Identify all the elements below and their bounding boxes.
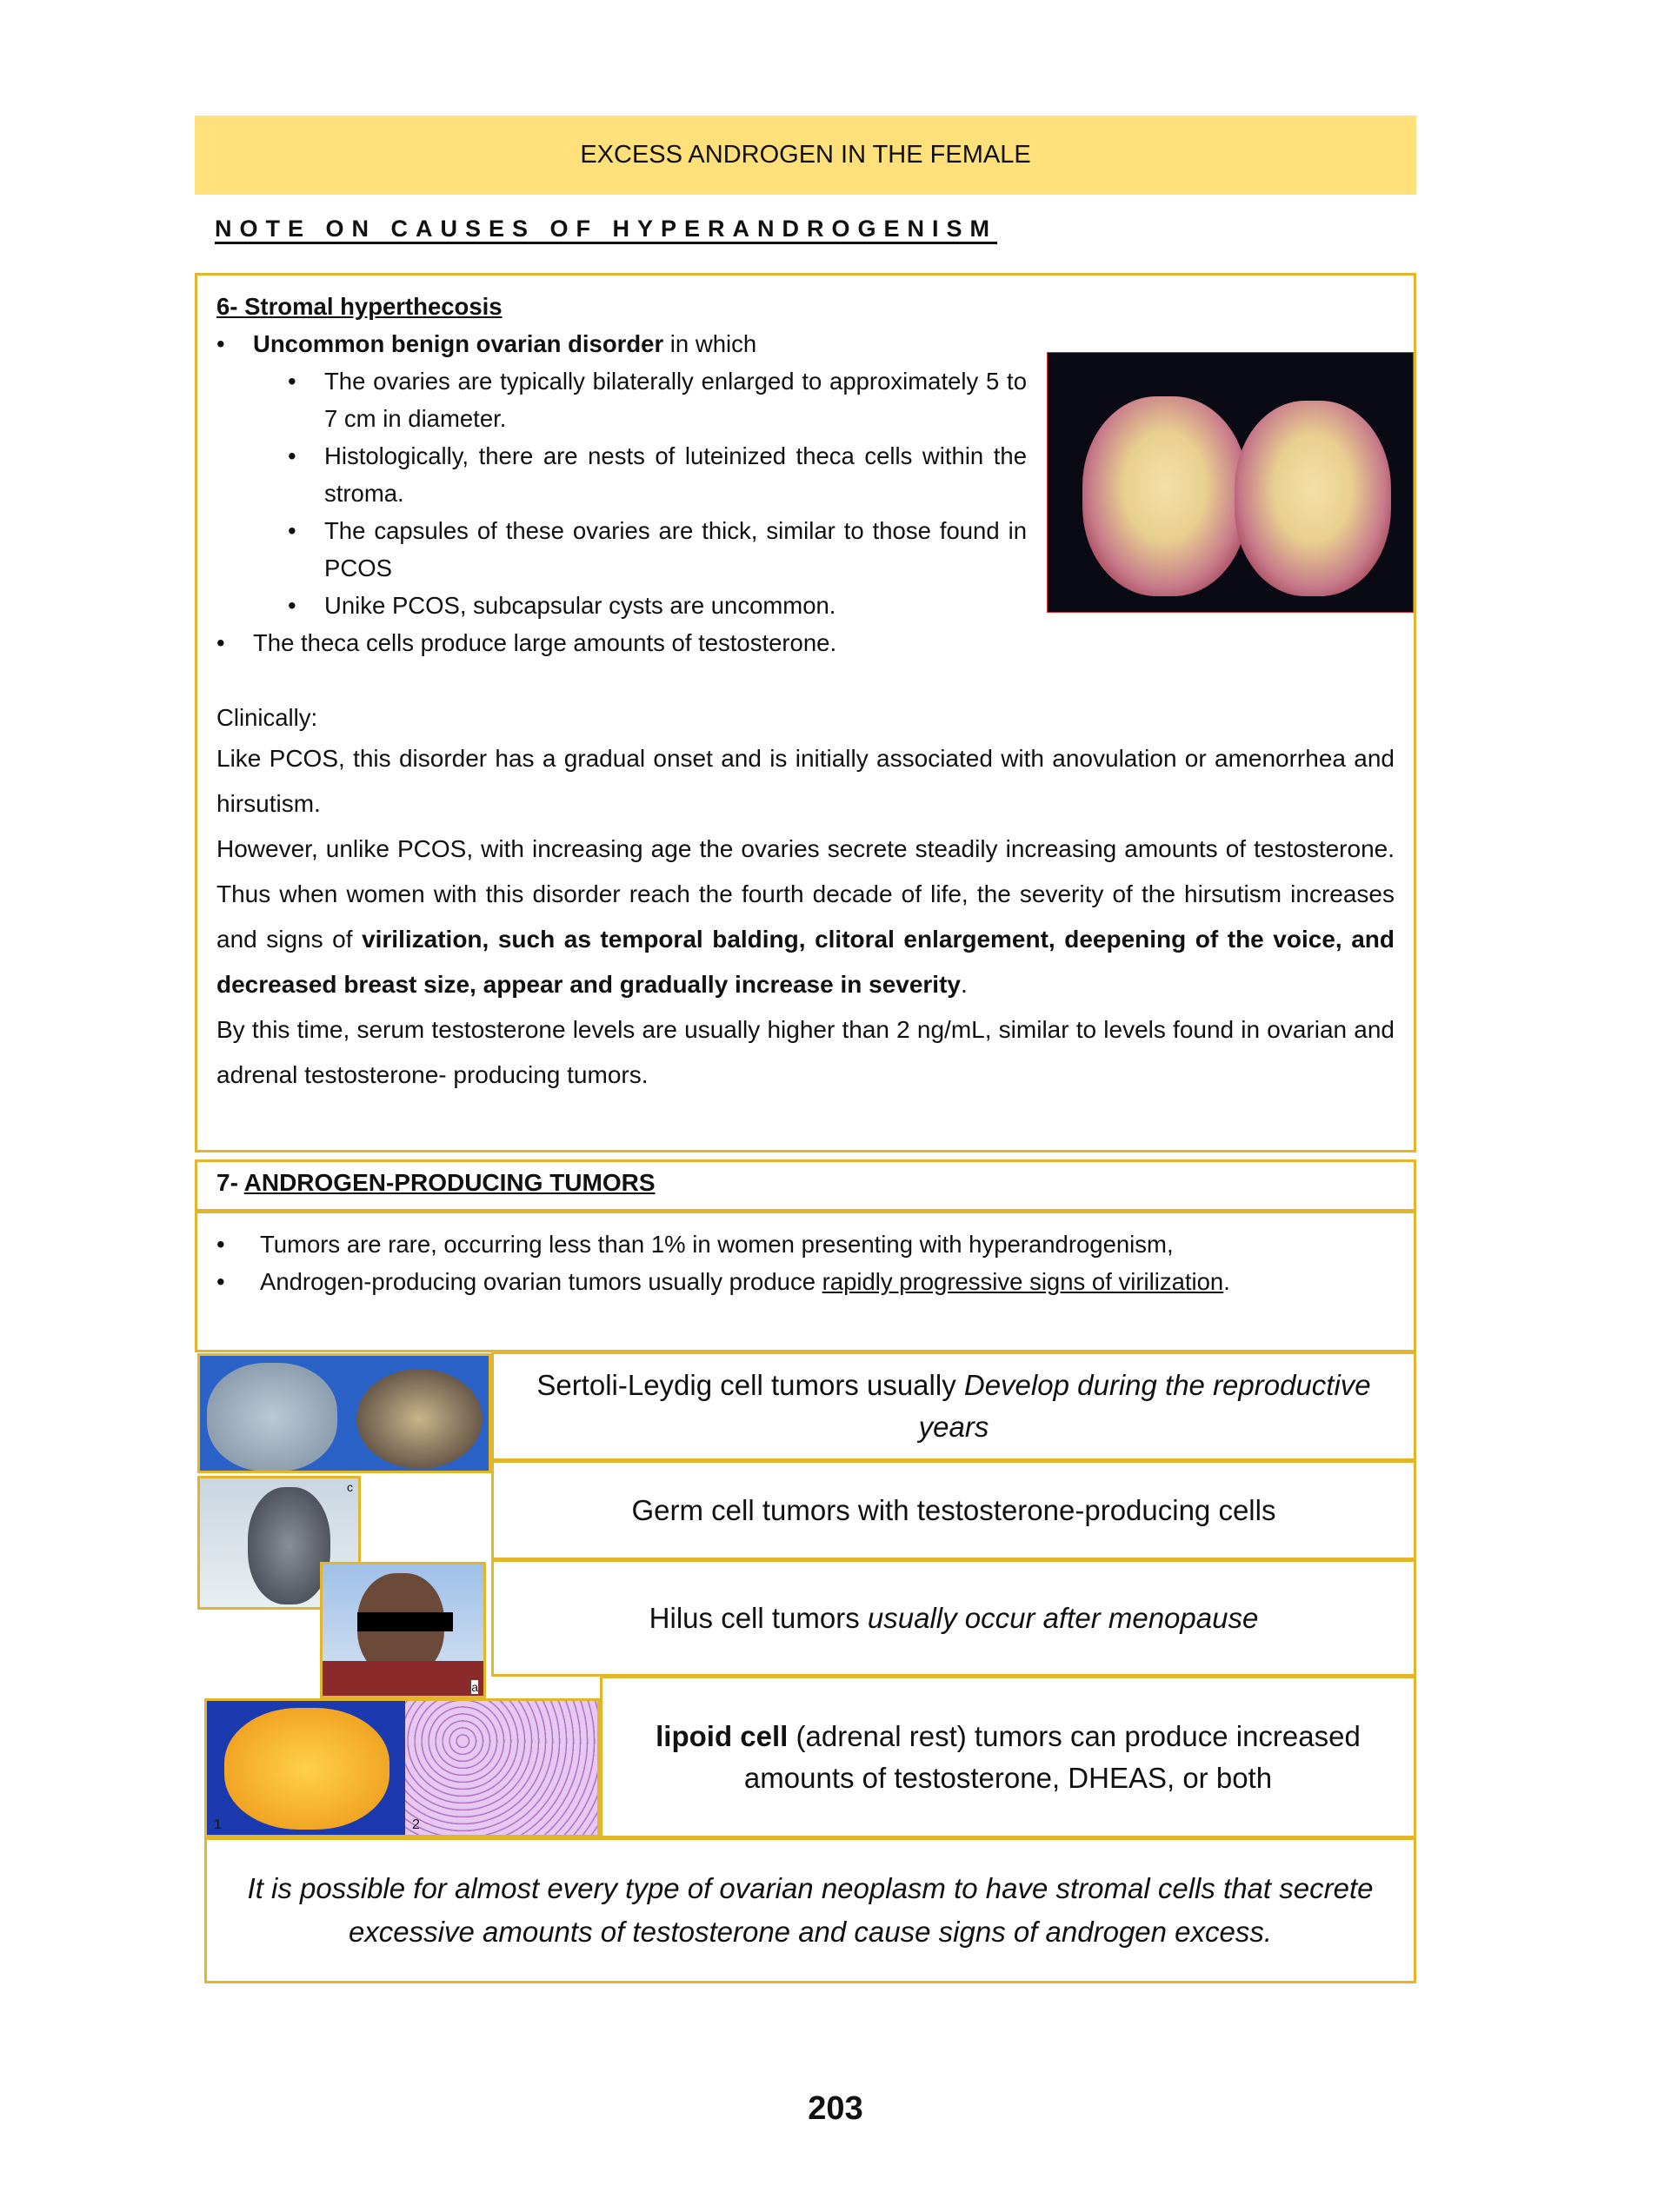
list-item: • The theca cells produce large amounts of testosterone. [216,624,1395,661]
sub-list-item: • Histologically, there are nests of luteinized theca cells within the stroma. [288,437,1027,512]
image-label: 2 [412,1817,420,1832]
tumor-row-lipoid-cell [600,1676,1416,1838]
text: Sertoli-Leydig cell tumors usually [536,1369,964,1401]
section-title: 6- Stromal hyperthecosis [216,293,503,320]
bold-text: lipoid cell [656,1719,789,1752]
image-label: 1 [214,1817,222,1832]
section-tumors-header [195,1159,1416,1212]
section-title: ANDROGEN-PRODUCING TUMORS [243,1169,656,1196]
text: Androgen-producing ovarian tumors usually produce [260,1268,822,1295]
text: (adrenal rest) tumors can produce increased amounts of testosterone, DHEAS, or both [743,1719,1361,1794]
sub-list-item: • The ovaries are typically bilaterally enlarged to approximately 5 to 7 cm in diameter. [288,362,1027,437]
paragraph [216,827,1395,1007]
image-label: a [471,1680,478,1694]
hilus-cell-patient-image [320,1562,486,1698]
bold-text: Uncommon benign ovarian disorder [253,330,664,357]
underlined-text: rapidly progressive signs of virilization [822,1268,1224,1295]
note-heading: NOTE ON CAUSES OF HYPERANDROGENISM [215,216,998,242]
tumors-bullets [195,1211,1416,1352]
section-number: 7- [216,1169,244,1196]
sub-list-item: • The capsules of these ovaries are thick, similar to those found in PCOS [288,512,1027,587]
sub-list-item: • Unike PCOS, subcapsular cysts are uncommon. [288,587,1027,624]
tumor-row-sertoli-leydig [491,1352,1416,1461]
text: in which [663,330,757,357]
text: Hilus cell tumors [649,1601,868,1634]
text: . [960,971,968,998]
page-number: 203 [808,2090,863,2127]
text: Germ cell tumors with testosterone-producing cells [631,1493,1276,1526]
list-item [216,1263,1395,1300]
image-label: c [347,1480,353,1494]
italic-text: Develop during the reproductive years [918,1369,1371,1443]
italic-text: usually occur after menopause [867,1601,1259,1634]
ovary-specimen-image [1047,352,1414,613]
paragraph: Like PCOS, this disorder has a gradual onset and is initially associated with anovulation or amenorrhea and hirsutism. [216,745,1395,817]
text: . [1223,1268,1230,1295]
lipoid-cell-tumor-images [204,1698,600,1837]
summary-note: It is possible for almost every type of ovarian neoplasm to have stromal cells that secrete excessive amounts of testosterone and cause signs of androgen excess. [204,1837,1416,1983]
bold-text: virilization, such as temporal balding, clitoral enlargement, deepening of the voice, and decreased breast size, appear and gradually increase in severity [216,926,1395,998]
text: However, unlike PCOS, with increasing age the ovaries secrete steadily increasing amounts of testosterone. Thus when women with this disorder reach the fourth decade of life, the severity of the hirsutism increases and signs of [216,835,1395,953]
sertoli-leydig-tumor-image [197,1353,491,1473]
paragraph: By this time, serum testosterone levels are usually higher than 2 ng/mL, similar to levels found in ovarian and adrenal testosterone- producing tumors. [216,1016,1395,1088]
chapter-header-band [195,116,1416,195]
tumor-row-germ-cell [491,1460,1416,1560]
list-item: • Tumors are rare, occurring less than 1% in women presenting with hyperandrogenism, [216,1226,1395,1263]
clinically-label: Clinically: [216,704,318,731]
chapter-title: EXCESS ANDROGEN IN THE FEMALE [580,141,1031,169]
tumor-row-hilus-cell [491,1559,1416,1677]
